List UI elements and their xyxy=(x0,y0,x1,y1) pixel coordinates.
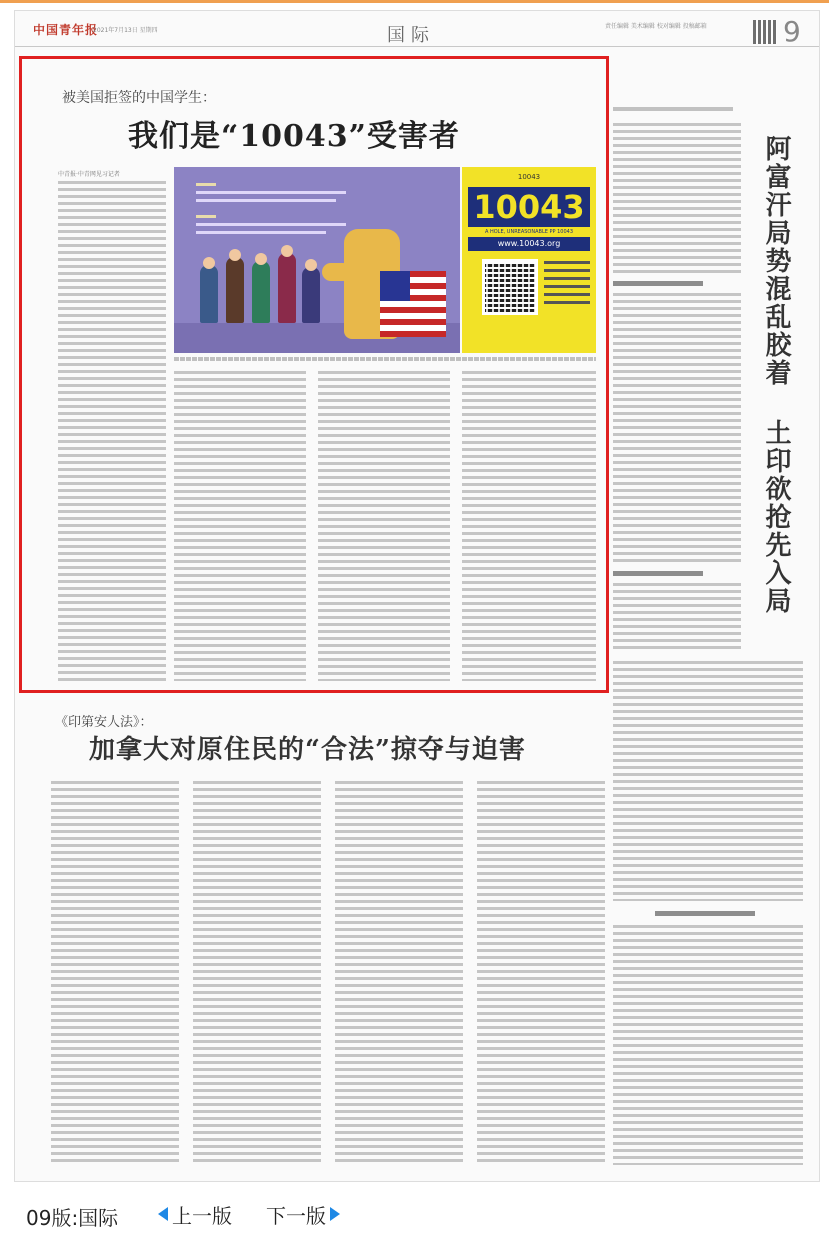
editor-notes: 责任编辑 美术编辑 校对编辑 投稿邮箱 xyxy=(605,23,707,30)
right-article-text xyxy=(613,583,741,653)
poster-top-text: 10043 xyxy=(517,173,541,181)
image-caption xyxy=(174,357,596,361)
poster-number: 10043 xyxy=(468,187,590,227)
article-headline: 我们是“10043”受害者 xyxy=(128,119,460,154)
right-article-headline[interactable]: 阿富汗局势混乱胶着 土印欲抢先入局 xyxy=(761,135,791,615)
article2-kicker: 《印第安人法》： xyxy=(55,715,153,730)
page-number: 9 xyxy=(783,15,801,48)
right-article-subhead xyxy=(613,281,703,286)
masthead xyxy=(15,11,820,47)
right-article-text xyxy=(613,293,741,563)
article2-text-column xyxy=(477,781,605,1166)
article-text-column xyxy=(58,181,166,681)
article2-headline[interactable]: 加拿大对原住民的“合法”掠夺与迫害 xyxy=(89,735,526,765)
right-article-text xyxy=(613,661,803,901)
next-page-link[interactable] xyxy=(266,1200,340,1228)
poster-subtitle: A HOLE, UNREASONABLE PP 10043 xyxy=(484,229,574,235)
article-text-column xyxy=(174,371,306,681)
top-rule xyxy=(0,0,829,3)
edition-label: 09版:国际 xyxy=(26,1206,119,1230)
article-text-column xyxy=(462,371,596,681)
qr-code-icon xyxy=(753,20,777,44)
arrow-right-icon xyxy=(330,1207,340,1221)
article2-text-column xyxy=(335,781,463,1166)
article2-text-column xyxy=(193,781,321,1166)
right-article-text xyxy=(613,925,803,1165)
bottom-navigation xyxy=(0,1186,829,1246)
article-byline: 中青报·中青网见习记者 xyxy=(58,171,120,178)
right-article-byline xyxy=(613,107,733,111)
newspaper-logo: 中国青年报 xyxy=(33,23,99,37)
right-article-subhead xyxy=(655,911,755,916)
right-article-subhead xyxy=(613,571,703,576)
article-text-column xyxy=(318,371,450,681)
article-illustration xyxy=(174,167,460,353)
arrow-left-icon xyxy=(158,1207,168,1221)
featured-article-highlight[interactable] xyxy=(19,56,609,693)
campaign-poster xyxy=(462,167,596,353)
previous-page-link[interactable] xyxy=(158,1200,232,1228)
article2-text-column xyxy=(51,781,179,1166)
right-article-text xyxy=(613,123,741,273)
section-name: 国际 xyxy=(387,25,435,46)
article-kicker: 被美国拒签的中国学生： xyxy=(62,90,216,106)
next-page-label: 下一版 xyxy=(266,1203,326,1228)
previous-page-label: 上一版 xyxy=(172,1203,232,1228)
newspaper-page xyxy=(14,10,820,1182)
poster-url: www.10043.org xyxy=(468,237,590,251)
publication-date: 2021年7月13日 星期四 xyxy=(93,27,158,34)
